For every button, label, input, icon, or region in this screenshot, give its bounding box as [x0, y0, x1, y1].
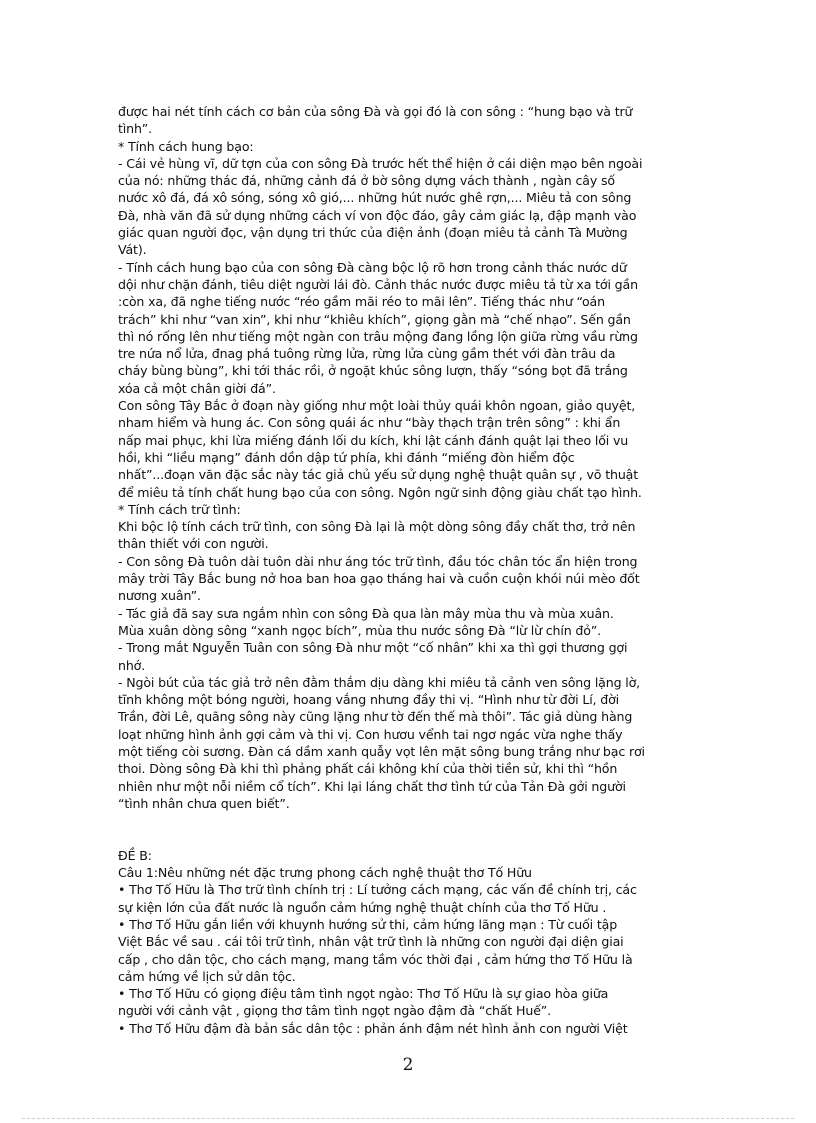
text-line: Vát). — [118, 242, 147, 258]
text-line: được hai nét tính cách cơ bản của sông Đà và gọi đó là con sông : “hung bạo và trữ — [118, 104, 633, 119]
page-number: 2 — [402, 1055, 414, 1075]
text-line: Việt Bắc về sau . cái tôi trữ tình, nhân vật trữ tình là những con người đại diện giai — [118, 934, 624, 950]
text-line: nhớ. — [118, 657, 146, 673]
text-line: • Thơ Tố Hữu đậm đà bản sắc dân tộc : phản ánh đậm nét hình ảnh con người Việt — [118, 1020, 628, 1036]
text-line: sự kiện lớn của đất nước là nguồn cảm hứng nghệ thuật chính của thơ Tố Hữu . — [118, 899, 607, 915]
text-line: thân thiết với con người. — [118, 536, 269, 552]
text-line: thì nó rống lên như tiếng một ngàn con trâu mộng đang lồng lộn giữa rừng vầu rừng — [118, 328, 638, 344]
text-line: * Tính cách trữ tình: — [118, 501, 241, 517]
text-line: trách” khi như “van xin”, khi như “khiêu khích”, giọng gằn mà “chế nhạo”. Sến gần — [118, 311, 631, 327]
text-line: - Tính cách hung bạo của con sông Đà càng bộc lộ rõ hơn trong cảnh thác nước dữ — [118, 259, 627, 275]
text-line: hồi, khi “liều mạng” đánh dồn dập tứ phía, khi đánh “miếng đòn hiểm độc — [118, 449, 575, 465]
text-line: cháy bùng bùng”, khi tới thác rồi, ở ngoặt khúc sông lượn, thấy “sóng bọt đã trắng — [118, 363, 628, 379]
page-bottom-divider — [22, 1118, 794, 1119]
text-line: người với cảnh vật , giọng thơ tâm tình ngọt ngào đậm đà “chất Huế”. — [118, 1003, 552, 1019]
text-line: thoi. Dòng sông Đà khi thì phảng phất cái không khí của thời tiền sử, khi thì “hồn — [118, 761, 618, 777]
text-line: dội như chặn đánh, tiêu diệt người lái đò. Cảnh thác nước được miêu tả từ xa tới gần — [118, 276, 638, 292]
text-line: Đà, nhà văn đã sử dụng những cách ví von độc đáo, gây cảm giác lạ, đập mạnh vào — [118, 207, 637, 223]
text-line: nhiên như một nỗi niềm cổ tích”. Khi lại láng chất thơ tình tứ của Tản Đà gởi người — [118, 778, 626, 794]
text-line: Khi bộc lộ tính cách trữ tình, con sông Đà lại là một dòng sông đầy chất thơ, trở nên — [118, 519, 636, 535]
text-line: ĐỀ B: — [118, 847, 152, 863]
document-body — [118, 103, 706, 1037]
text-line: nham hiểm và hung ác. Con sông quái ác như “bày thạch trận trên sông” : khi ẩn — [118, 415, 621, 431]
text-line: giác quan người đọc, vận dụng tri thức của điện ảnh (đoạn miêu tả cảnh Tà Mường — [118, 225, 628, 241]
text-line: xóa cả một chân giời đá”. — [118, 380, 276, 396]
text-line: một tiếng còi sương. Đàn cá dầm xanh quẫy vọt lên mặt sông bung trắng như bạc rơi — [118, 743, 645, 759]
blank-line — [118, 829, 706, 846]
blank-line — [118, 812, 706, 829]
text-line: * Tính cách hung bạo: — [118, 138, 254, 154]
text-line: - Con sông Đà tuôn dài tuôn dài như áng tóc trữ tình, đầu tóc chân tóc ẩn hiện trong — [118, 553, 638, 569]
text-line: • Thơ Tố Hữu có giọng điệu tâm tình ngọt ngào: Thơ Tố Hữu là sự giao hòa giữa — [118, 986, 609, 1002]
text-line: - Ngòi bút của tác giả trở nên đằm thắm dịu dàng khi miêu tả cảnh ven sông lặng lờ, — [118, 674, 641, 690]
text-line: Trần, đời Lê, quãng sông này cũng lặng như tờ đến thế mà thôi”. Tác giả dùng hàng — [118, 709, 633, 725]
text-line: nấp mai phục, khi lừa miếng đánh lối du kích, khi lật cánh đánh quật lại theo lối vu — [118, 432, 629, 448]
text-line: • Thơ Tố Hữu gắn liền với khuynh hướng sử thi, cảm hứng lãng mạn : Từ cuối tập — [118, 916, 618, 932]
text-line: loạt những hình ảnh gợi cảm và thi vị. Con hươu vểnh tai ngơ ngác vừa nghe thấy — [118, 726, 623, 742]
text-line: tĩnh không một bóng người, hoang vắng nhưng đầy thi vị. “Hình như từ đời Lí, đời — [118, 692, 619, 708]
text-line: Con sông Tây Bắc ở đoạn này giống như một loài thủy quái khôn ngoan, giảo quyệt, — [118, 398, 636, 414]
text-line: tình”. — [118, 121, 153, 137]
text-line: Mùa xuân dòng sông “xanh ngọc bích”, mùa thu nước sông Đà “lừ lừ chín đỏ”. — [118, 622, 602, 638]
text-line: • Thơ Tố Hữu là Thơ trữ tình chính trị : Lí tưởng cách mạng, các vấn đề chính trị, các — [118, 882, 637, 898]
text-line: - Cái vẻ hùng vĩ, dữ tợn của con sông Đà trước hết thể hiện ở cái diện mạo bên ngoài — [118, 155, 643, 171]
text-line: cảm hứng về lịch sử dân tộc. — [118, 968, 296, 984]
text-line: nước xô đá, đá xô sóng, sóng xô gió,... những hút nước ghê rợn,... Miêu tả con sông — [118, 190, 632, 206]
text-line: “tình nhân chưa quen biết”. — [118, 795, 290, 811]
text-line: - Tác giả đã say sưa ngắm nhìn con sông Đà qua làn mây mùa thu và mùa xuân. — [118, 605, 614, 621]
text-line: mây trời Tây Bắc bung nở hoa ban hoa gạo tháng hai và cuồn cuộn khói núi mèo đốt — [118, 571, 640, 587]
text-line: nương xuân”. — [118, 588, 201, 604]
text-line: Câu 1:Nêu những nét đặc trưng phong cách nghệ thuật thơ Tố Hữu — [118, 865, 532, 881]
text-line: để miêu tả tính chất hung bạo của con sông. Ngôn ngữ sinh động giàu chất tạo hình. — [118, 484, 642, 500]
text-line: của nó: những thác đá, những cảnh đá ở bờ sông dựng vách thành , ngàn cây số — [118, 173, 615, 189]
text-line: - Trong mắt Nguyễn Tuân con sông Đà như một “cố nhân” khi xa thì gợi thương gợi — [118, 640, 628, 656]
text-line: cấp , cho dân tộc, cho cách mạng, mang tầm vóc thời đại , cảm hứng thơ Tố Hữu là — [118, 951, 633, 967]
text-line: tre nứa nổ lửa, đnag phá tuông rừng lửa, rừng lửa cùng gầm thét với đàn trâu da — [118, 346, 616, 362]
text-line: nhất”...đoạn văn đặc sắc này tác giả chủ yếu sử dụng nghệ thuật quân sự , võ thuật — [118, 467, 639, 483]
text-line: :còn xa, đã nghe tiếng nước “réo gầm mãi réo to mãi lên”. Tiếng thác như “oán — [118, 294, 605, 310]
